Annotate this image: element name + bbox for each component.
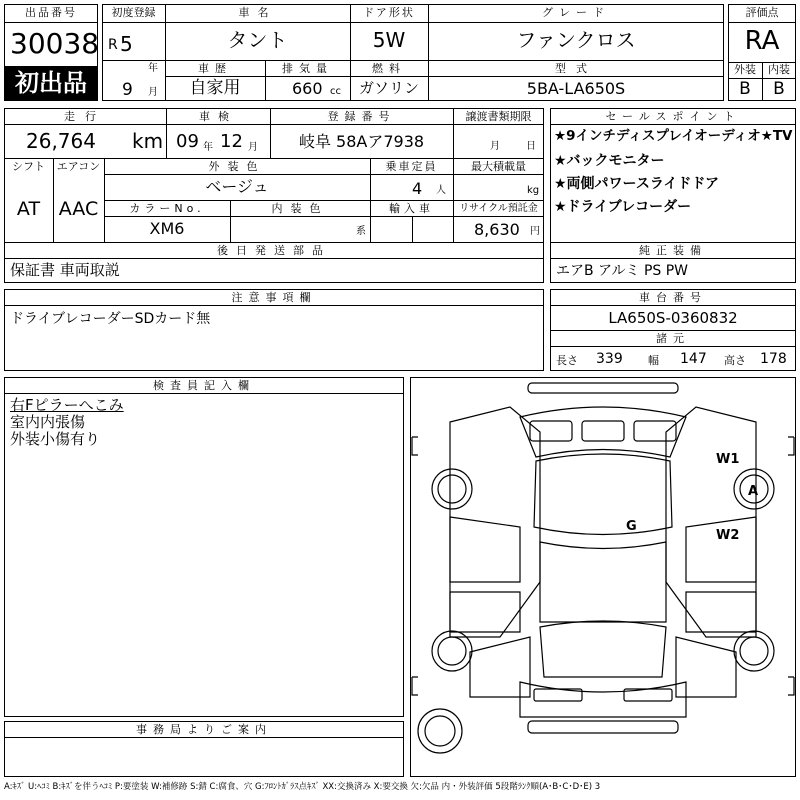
sales-point-item: ★両側パワースライドドア: [554, 176, 720, 192]
history-value: 自家用: [189, 78, 241, 98]
recycle-value: 8,630: [474, 220, 520, 239]
reg-no-value: 岐阜 58Aア7938: [298, 132, 425, 151]
inspector-label: 検査員記入欄: [153, 379, 255, 392]
first-reg-label: 初度登録: [111, 6, 156, 19]
sales-point-item: ★9インチディスプレイオーディオ★TV: [554, 128, 793, 144]
door-label: ドア形状: [363, 6, 415, 19]
length-label: 長さ: [556, 354, 578, 367]
exterior-grade: B: [739, 79, 751, 99]
ext-color-value: ベージュ: [205, 177, 269, 196]
exterior-label: 外装: [734, 63, 756, 76]
transfer-month-unit: 月: [490, 141, 500, 152]
parts-label: 後日発送部品: [217, 244, 331, 257]
grade-value: ファンクロス: [516, 28, 636, 52]
inspection-year: 09: [176, 131, 199, 152]
chassis-label: 車台番号: [639, 291, 707, 304]
inspection-year-unit: 年: [203, 142, 213, 153]
recycle-unit: 円: [530, 226, 540, 237]
damage-legend: A:ｷｽﾞ U:ﾍｺﾐ B:ｷｽﾞを伴うﾍｺﾐ P:要塗装 W:補修跡 S:錆 C:腐食、穴 G:ﾌﾛﾝﾄｶﾞﾗｽ点ｷｽﾞ XX:交換済み X:要交換 欠:欠品 内・外装評価 5段階ﾗﾝｸ順(A･B･C･D･E) 3: [4, 782, 601, 792]
year-unit: 年: [148, 63, 158, 74]
lot-number-label: 出品番号: [25, 6, 77, 19]
office-label: 事務局よりご案内: [136, 723, 272, 736]
equipment-value: エアB アルミ PS PW: [556, 263, 689, 279]
inspection-label: 車検: [199, 110, 237, 123]
max-load-label: 最大積載量: [471, 160, 526, 173]
width-label: 幅: [648, 354, 659, 367]
notes-value: ドライブレコーダーSDカード無: [10, 311, 211, 327]
score-value: RA: [744, 26, 780, 56]
first-reg-year: 5: [120, 32, 133, 56]
width-value: 147: [680, 351, 707, 367]
dims-label: 諸元: [656, 332, 690, 345]
color-no-value: XM6: [149, 219, 185, 238]
max-load-unit: kg: [527, 185, 540, 196]
capacity-label: 乗車定員: [385, 160, 438, 173]
capacity-unit: 人: [436, 185, 446, 196]
grade-label: グレード: [542, 6, 610, 19]
reg-no-label: 登録番号: [327, 110, 396, 123]
door-value: 5W: [372, 28, 406, 52]
displacement-value: 660: [292, 79, 323, 98]
damage-mark-a: A: [748, 484, 759, 499]
recycle-label: リサイクル預託金: [459, 203, 538, 214]
car-name: タント: [227, 28, 288, 52]
interior-grade: B: [773, 79, 785, 99]
length-value: 339: [596, 351, 623, 367]
history-label: 車歴: [198, 62, 232, 75]
shift-value: AT: [16, 198, 41, 220]
equipment-label: 純正装備: [639, 244, 707, 257]
inspector-note: 室内内張傷: [10, 413, 86, 431]
model-label: 型式: [555, 62, 597, 75]
inspector-note: 右Fピラーへこみ: [10, 396, 124, 414]
car-name-label: 車名: [238, 6, 277, 19]
import-label: 輸入車: [389, 202, 434, 215]
int-color-unit: 系: [356, 226, 366, 237]
damage-mark-g: G: [626, 519, 637, 534]
displacement-unit: cc: [330, 86, 341, 97]
era: R: [108, 37, 118, 53]
shift-label: シフト: [12, 160, 45, 173]
color-no-label: カラーNo.: [129, 202, 205, 215]
transfer-day-unit: 日: [526, 141, 536, 152]
interior-label: 内装: [768, 63, 790, 76]
mileage-value: 26,764: [26, 129, 96, 153]
score-label: 評価点: [745, 6, 779, 19]
displacement-label: 排気量: [282, 62, 333, 75]
aircon-label: エアコン: [56, 160, 101, 173]
car-damage-diagram: [410, 377, 796, 777]
notes-label: 注意事項欄: [231, 291, 317, 304]
fuel-value: ガソリン: [358, 79, 419, 97]
sales-point-item: ★バックモニター: [554, 153, 665, 169]
height-value: 178: [760, 351, 787, 367]
inspector-note: 外装小傷有り: [10, 430, 101, 448]
inspection-month-unit: 月: [248, 142, 258, 153]
aircon-value: AAC: [58, 198, 99, 220]
first-listing-badge: 初出品: [5, 67, 97, 100]
first-reg-month: 9: [122, 80, 133, 100]
month-unit: 月: [148, 87, 158, 98]
ext-color-label: 外装色: [208, 160, 266, 173]
lot-number: 30038: [10, 27, 100, 60]
mileage-label: 走行: [64, 110, 106, 123]
int-color-label: 内装色: [271, 202, 329, 215]
height-label: 高さ: [724, 354, 746, 367]
chassis-value: LA650S-0360832: [608, 309, 738, 327]
sales-points-label: セールスポイント: [605, 110, 741, 123]
parts-value: 保証書 車両取説: [10, 261, 120, 279]
damage-mark-w1: W1: [716, 452, 740, 467]
model-value: 5BA-LA650S: [526, 79, 626, 98]
sales-point-item: ★ドライブレコーダー: [554, 199, 692, 215]
transfer-label: 譲渡書類期限: [465, 110, 532, 123]
fuel-label: 燃料: [372, 62, 406, 75]
damage-mark-w2: W2: [716, 528, 740, 543]
capacity-value: 4: [412, 179, 423, 198]
inspection-month: 12: [220, 131, 243, 152]
mileage-unit: km: [132, 129, 164, 153]
